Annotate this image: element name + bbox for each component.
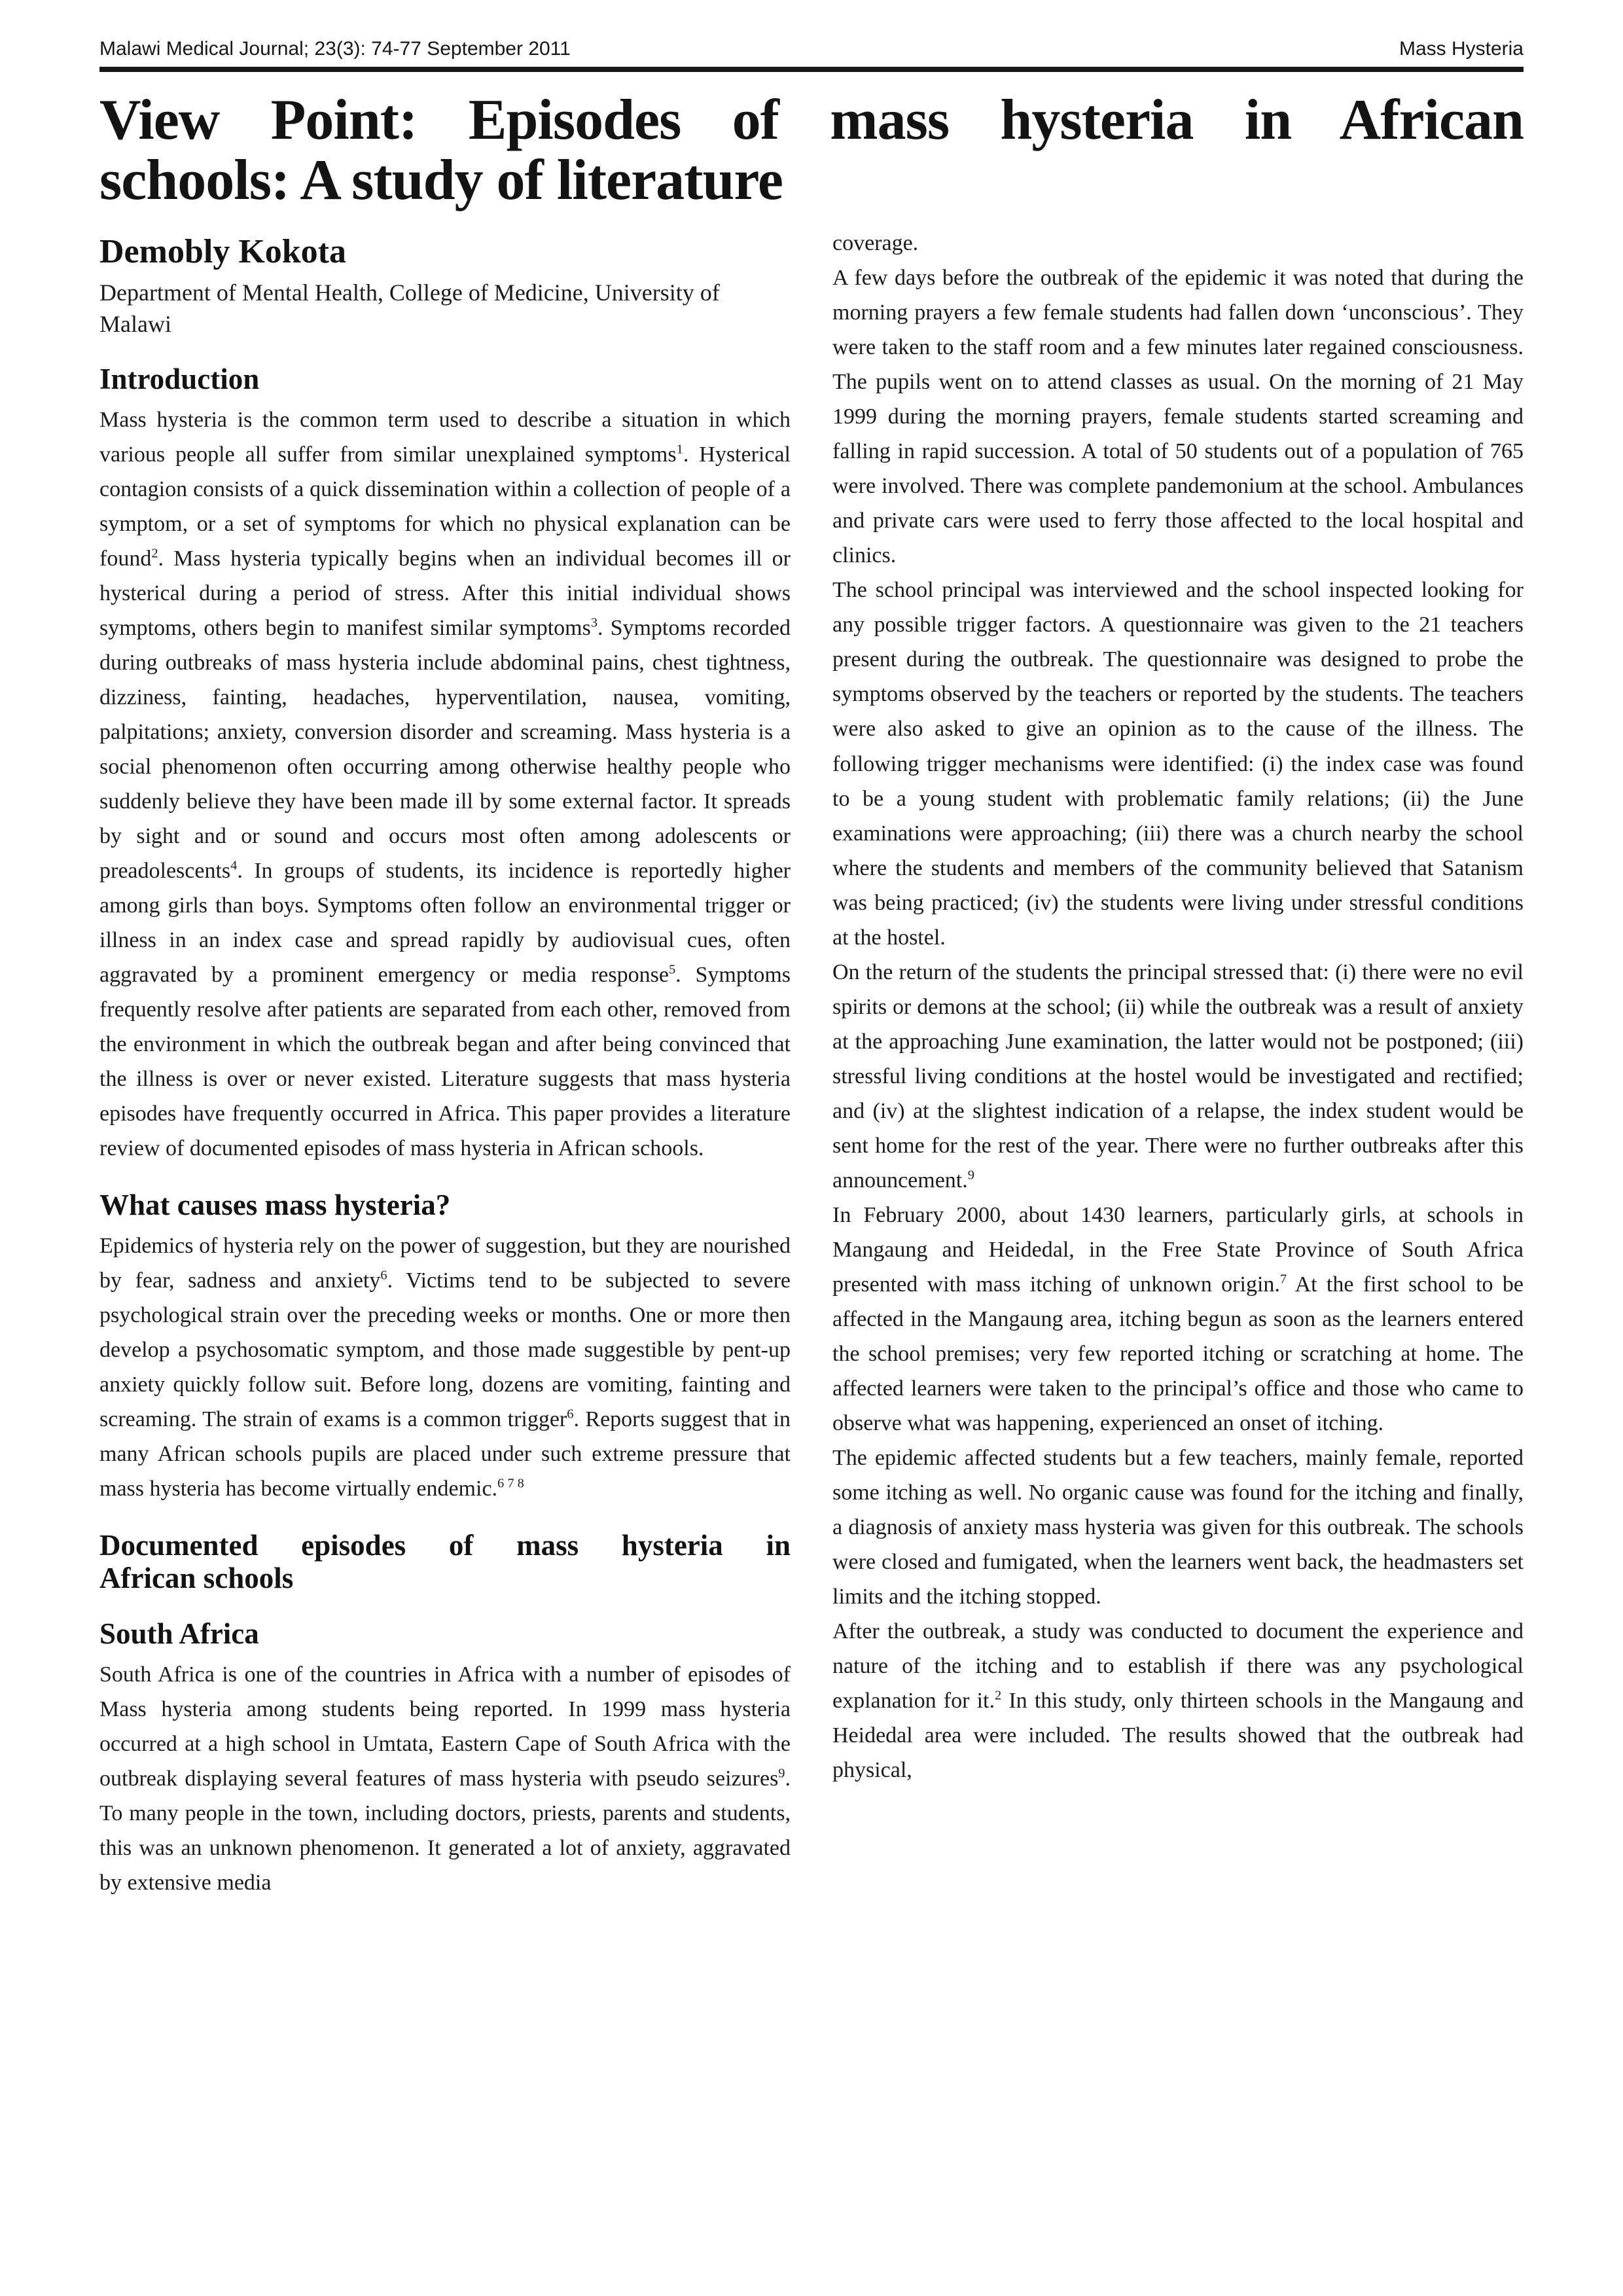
article-body	[99, 226, 1524, 1900]
paragraph-outbreak-days-before: A few days before the outbreak of the epidemic it was noted that during the morning prayers a few female students had fallen down ‘unconscious’. They were taken to the staff room and a few minutes later regained consciousness. The pupils went on to attend classes as usual. On the morning of 21 May 1999 during the morning prayers, female students started screaming and falling in rapid succession. A total of 50 students out of a population of 765 were involved. There was complete pandemonium at the school. Ambulances and private cars were used to ferry those affected to the local hospital and clinics.	[832, 266, 1524, 568]
column-right	[832, 226, 1524, 1900]
article-title-line-2: schools: A study of literature	[99, 148, 783, 212]
paragraph-introduction: Mass hysteria is the common term used to describe a situation in which various people all suffer from similar unexplained symptoms$^1$. Hysterical contagion consists of a quick dissemination within a collection of people of a symptom, or a set of symptoms for which no physical explanation can be found$^2$. Mass hysteria typically begins when an individual becomes ill or hysterical during a period of stress. After this initial individual shows symptoms, others begin to manifest similar symptoms$^3$. Symptoms recorded during outbreaks of mass hysteria include abdominal pains, chest tightness, dizziness, fainting, headaches, hyperventilation, nausea, vomiting, palpitations; anxiety, conversion disorder and screaming. Mass hysteria is a social phenomenon often occurring among otherwise healthy people who suddenly believe they have been made ill by some external factor. It spreads by sight and or sound and occurs most often among adolescents or preadolescents$^4$. In groups of students, its incidence is reportedly higher among girls than boys. Symptoms often follow an environmental trigger or illness in an index case and spread rapidly by audiovisual cues, often aggravated by a prominent emergency or media response$^5$. Symptoms frequently resolve after patients are separated from each other, removed from the environment in which the outbreak began and after being convinced that the illness is over or never existed. Literature suggests that mass hysteria episodes have frequently occurred in Africa. This paper provides a literature review of documented episodes of mass hysteria in African schools.	[99, 407, 791, 1161]
author-name: Demobly Kokota	[99, 233, 346, 271]
documented-heading-line-1: Documented episodes of mass hysteria in	[99, 1529, 791, 1562]
paragraph-february-2000: In February 2000, about 1430 learners, particularly girls, at schools in Mangaung and Heidedal, in the Free State Province of South Africa presented with mass itching of unknown origin.$^7$ At the first school to be affected in the Mangaung area, itching begun as soon as the learners entered the school premises; very few reported itching or scratching at home. The affected learners were taken to the principal’s office and those who came to observe what was happening, experienced an onset of itching.	[832, 1202, 1524, 1436]
paragraph-after-outbreak-study: After the outbreak, a study was conducted to document the experience and nature of the itching and to establish if there was any psychological explanation for it.$^2$ In this study, only thirteen schools in the Mangaung and Heidedal area were included. The results showed that the outbreak had physical,	[832, 1619, 1524, 1783]
section-heading-documented-episodes	[99, 1530, 791, 1594]
documented-heading-line-2: African schools	[99, 1561, 294, 1594]
paragraph-principal-interview: The school principal was interviewed and the school inspected looking for any possible trigger factors. A questionnaire was given to the 21 teachers present during the outbreak. The questionnaire was designed to probe the symptoms observed by the teachers or reported by the students. The teachers were also asked to give an opinion as to the cause of the illness. The following trigger mechanisms were identified: (i) the index case was found to be a young student with problematic family relations; (ii) the June examinations were approaching; (iii) there was a church nearby the school where the students and members of the community believed that Satanism was being practiced; (iv) the students were living under stressful conditions at the hostel.	[832, 578, 1524, 950]
paragraph-south-africa: South Africa is one of the countries in Africa with a number of episodes of Mass hysteria among students being reported. In 1999 mass hysteria occurred at a high school in Umtata, Eastern Cape of South Africa with the outbreak displaying several features of mass hysteria with pseudo seizures$^9$. To many people in the town, including doctors, priests, parents and students, this was an unknown phenomenon. It generated a lot of anxiety, aggravated by extensive media	[99, 1662, 791, 1895]
column-left	[99, 226, 791, 1900]
header-divider-rule	[99, 67, 1524, 72]
section-heading-introduction: Introduction	[99, 363, 260, 396]
section-heading-what-causes: What causes mass hysteria?	[99, 1189, 451, 1222]
journal-citation: Malawi Medical Journal; 23(3): 74-77 September 2011	[99, 38, 571, 60]
paragraph-coverage: coverage.	[832, 231, 919, 256]
article-title	[99, 90, 1524, 210]
paragraph-principal-stressed: On the return of the students the principal stressed that: (i) there were no evil spirits or demons at the school; (ii) while the outbreak was a result of anxiety at the approaching June examination, the latter would not be postponed; (iii) stressful living conditions at the hostel would be investigated and rectified; and (iv) at the slightest indication of a relapse, the index student would be sent home for the rest of the year. There were no further outbreaks after this announcement.$^9$	[832, 960, 1524, 1193]
article-title-line-1: View Point: Episodes of mass hysteria in African	[99, 88, 1524, 152]
section-heading-south-africa: South Africa	[99, 1617, 259, 1651]
paragraph-what-causes: Epidemics of hysteria rely on the power of suggestion, but they are nourished by fear, sadness and anxiety$^6$. Victims tend to be subjected to severe psychological strain over the preceding weeks or months. One or more then develop a psychosomatic symptom, and those made suggestible by pent-up anxiety quickly follow suit. Before long, dozens are vomiting, fainting and screaming. The strain of exams is a common trigger$^6$. Reports suggest that in many African schools pupils are placed under such extreme pressure that mass hysteria has become virtually endemic.$^{6 7 8}$	[99, 1233, 791, 1501]
running-title: Mass Hysteria	[1399, 38, 1524, 60]
author-affiliation: Department of Mental Health, College of Medicine, University of Malawi	[99, 279, 720, 338]
page-header	[99, 38, 1524, 60]
paragraph-epidemic-affected: The epidemic affected students but a few teachers, mainly female, reported some itching as well. No organic cause was found for the itching and finally, a diagnosis of anxiety mass hysteria was given for this outbreak. The schools were closed and fumigated, when the learners went back, the headmasters set limits and the itching stopped.	[832, 1446, 1524, 1609]
